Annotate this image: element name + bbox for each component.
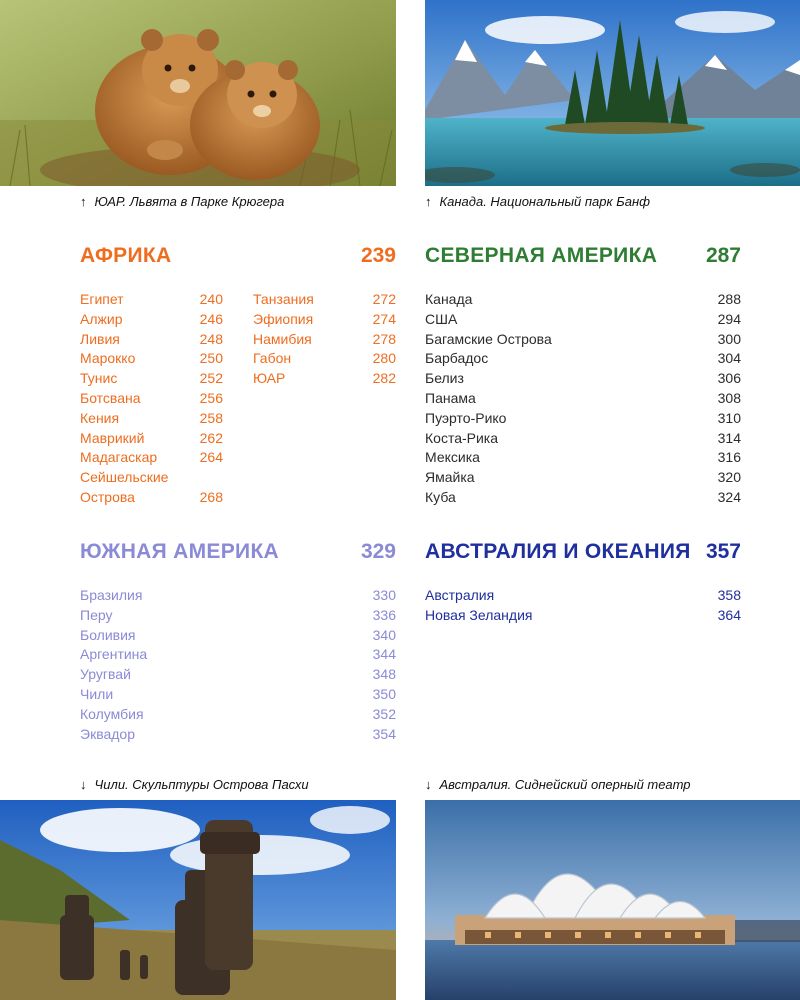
page-number: 264 — [199, 449, 223, 466]
page-number: 350 — [372, 685, 396, 702]
country-name: Намибия — [253, 330, 312, 347]
caption-text: Австралия. Сиднейский оперный театр — [439, 777, 691, 792]
toc-entry[interactable] — [253, 290, 396, 310]
toc-entry[interactable] — [80, 429, 223, 449]
toc-entry[interactable] — [80, 685, 396, 705]
page-number: 330 — [372, 587, 396, 603]
toc-entry[interactable] — [425, 448, 741, 468]
easter-island-photo — [0, 800, 396, 1000]
toc-entry[interactable] — [253, 369, 396, 389]
country-name: Багамские Острова — [425, 330, 552, 347]
page-number: 282 — [372, 370, 396, 387]
caption-bottom-right — [425, 777, 691, 792]
page-number: 288 — [717, 291, 741, 307]
page-number: 256 — [199, 389, 223, 406]
section-title: ЮЖНАЯ АМЕРИКА — [80, 540, 280, 563]
page-number: 272 — [372, 291, 396, 307]
section-title: АВСТРАЛИЯ И ОКЕАНИЯ — [425, 540, 691, 563]
section-africa — [80, 244, 396, 524]
country-name: Коста-Рика — [425, 429, 499, 446]
toc-entry[interactable] — [80, 448, 223, 468]
page-number: 336 — [372, 606, 396, 623]
caption-bottom-left — [80, 777, 309, 792]
toc-entry[interactable] — [425, 606, 741, 626]
country-name: Мадагаскар — [80, 449, 158, 466]
toc-entry[interactable] — [80, 645, 396, 665]
section-oceania — [425, 540, 741, 660]
toc-entry[interactable] — [425, 330, 741, 350]
page-number: 354 — [372, 725, 396, 742]
country-name: Маврикий — [80, 429, 145, 446]
toc-entry[interactable] — [425, 310, 741, 330]
country-name: Аргентина — [80, 646, 148, 663]
page-number: 348 — [372, 666, 396, 683]
page-number: 314 — [717, 429, 741, 446]
country-name: Танзания — [253, 291, 314, 307]
caption-text: Чили. Скульптуры Острова Пасхи — [94, 777, 309, 792]
country-name: Белиз — [425, 370, 464, 387]
country-name: Эквадор — [80, 725, 135, 742]
page-number: 268 — [199, 488, 223, 505]
toc-entry[interactable] — [425, 586, 741, 606]
section-page: 329 — [360, 540, 396, 563]
toc-entry[interactable] — [80, 330, 223, 350]
toc-entry[interactable] — [80, 290, 223, 310]
page-number: 306 — [717, 370, 741, 387]
country-name: Алжир — [80, 310, 123, 327]
country-name: Ливия — [80, 330, 120, 347]
toc-entry[interactable] — [425, 389, 741, 409]
toc-entry[interactable] — [425, 349, 741, 369]
page-number: 278 — [372, 330, 396, 347]
country-name: Перу — [80, 606, 113, 623]
section-south-america — [80, 540, 396, 760]
arrow-down-icon: ↓ — [80, 777, 87, 792]
country-name: Канада — [425, 291, 473, 307]
toc-entry[interactable] — [80, 389, 223, 409]
toc-entry[interactable] — [425, 409, 741, 429]
section-page: 357 — [705, 540, 741, 563]
page-number: 352 — [372, 705, 396, 722]
toc-entry[interactable] — [425, 369, 741, 389]
section-page: 239 — [360, 244, 396, 267]
toc-entry[interactable] — [253, 349, 396, 369]
arrow-up-icon: ↑ — [425, 194, 432, 209]
country-name: Колумбия — [80, 705, 144, 722]
africa-column-2 — [253, 290, 396, 389]
section-header — [80, 540, 396, 570]
toc-entry[interactable] — [80, 665, 396, 685]
caption-text: Канада. Национальный парк Банф — [439, 194, 650, 209]
toc-entry[interactable] — [80, 310, 223, 330]
country-name: Марокко — [80, 350, 136, 367]
country-name: Габон — [253, 350, 292, 367]
country-name: Боливия — [80, 626, 136, 643]
toc-entry[interactable] — [80, 705, 396, 725]
section-north-america — [425, 244, 741, 524]
north-america-list — [425, 290, 741, 508]
toc-entry[interactable] — [425, 429, 741, 449]
toc-entry[interactable] — [80, 468, 223, 508]
section-header — [80, 244, 396, 274]
section-title: АФРИКА — [80, 244, 172, 267]
caption-top-right — [425, 194, 650, 209]
page-number: 364 — [717, 606, 741, 623]
south-america-list — [80, 586, 396, 744]
toc-entry[interactable] — [425, 290, 741, 310]
africa-column-1 — [80, 290, 223, 508]
toc-entry[interactable] — [80, 586, 396, 606]
page-number: 252 — [199, 370, 223, 387]
page-number: 310 — [717, 409, 741, 426]
page-number: 274 — [372, 310, 396, 327]
sydney-opera-photo — [425, 800, 800, 1000]
country-name: Тунис — [80, 370, 118, 387]
toc-entry[interactable] — [80, 725, 396, 745]
country-name: Эфиопия — [253, 310, 314, 327]
toc-entry[interactable] — [80, 349, 223, 369]
page-number: 324 — [717, 488, 741, 505]
page-number: 250 — [199, 350, 223, 367]
country-name: Кения — [80, 409, 120, 426]
page-number: 340 — [372, 626, 396, 643]
page-number: 316 — [717, 449, 741, 466]
country-name: Пуэрто-Рико — [425, 409, 507, 426]
page-number: 248 — [199, 330, 223, 347]
page-number: 300 — [717, 330, 741, 347]
page-number: 344 — [372, 646, 396, 663]
lion-cubs-photo — [0, 0, 396, 186]
country-name: Барбадос — [425, 350, 489, 367]
page-number: 308 — [717, 389, 741, 406]
country-name: Бразилия — [80, 587, 143, 603]
section-header — [425, 540, 741, 570]
country-name: Сейшельские Острова — [80, 469, 169, 505]
toc-entry[interactable] — [80, 606, 396, 626]
country-name: Куба — [425, 488, 456, 505]
country-name: Панама — [425, 389, 476, 406]
oceania-list — [425, 586, 741, 626]
toc-entry[interactable] — [80, 409, 223, 429]
toc-entry[interactable] — [80, 369, 223, 389]
arrow-up-icon: ↑ — [80, 194, 87, 209]
toc-entry[interactable] — [425, 468, 741, 488]
caption-text: ЮАР. Львята в Парке Крюгера — [94, 194, 285, 209]
section-header — [425, 244, 741, 274]
country-name: Новая Зеландия — [425, 606, 533, 623]
country-name: США — [425, 310, 458, 327]
country-name: Ямайка — [425, 469, 475, 486]
country-name: Чили — [80, 685, 114, 702]
toc-entry[interactable] — [425, 488, 741, 508]
page-number: 258 — [199, 409, 223, 426]
country-name: Египет — [80, 291, 124, 307]
toc-entry[interactable] — [253, 310, 396, 330]
caption-top-left — [80, 194, 284, 209]
country-name: Австралия — [425, 587, 495, 603]
country-name: Ботсвана — [80, 389, 141, 406]
page-number: 294 — [717, 310, 741, 327]
banff-park-photo — [425, 0, 800, 186]
section-page: 287 — [705, 244, 741, 267]
country-name: ЮАР — [253, 370, 286, 387]
page-number: 358 — [717, 587, 741, 603]
section-title: СЕВЕРНАЯ АМЕРИКА — [425, 244, 658, 267]
page-number: 280 — [372, 350, 396, 367]
page-number: 304 — [717, 350, 741, 367]
country-name: Уругвай — [80, 666, 131, 683]
page-number: 246 — [199, 310, 223, 327]
arrow-down-icon: ↓ — [425, 777, 432, 792]
toc-entry[interactable] — [80, 626, 396, 646]
page-number: 320 — [717, 469, 741, 486]
page-number: 240 — [199, 291, 223, 307]
toc-entry[interactable] — [253, 330, 396, 350]
page-number: 262 — [199, 429, 223, 446]
country-name: Мексика — [425, 449, 480, 466]
